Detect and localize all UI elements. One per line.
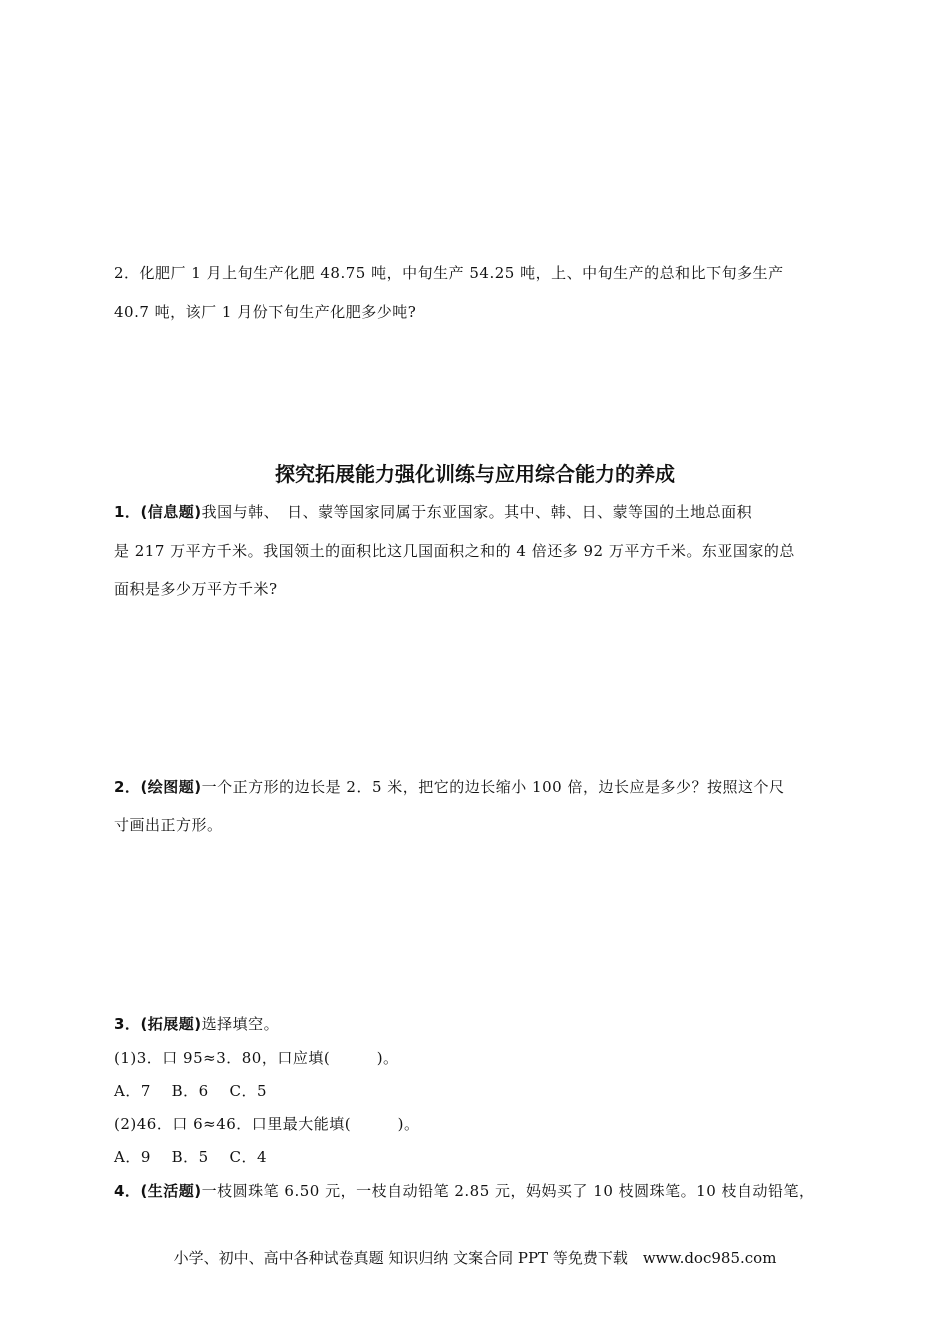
problem-1-text: 我国与韩、 日、蒙等国家同属于东亚国家。其中、韩、日、蒙等国的土地总面积 <box>201 503 753 521</box>
problem-2-line2: 寸画出正方形。 <box>114 816 223 834</box>
problem-1-line1 <box>114 501 752 522</box>
q2-prev-line1: 2．化肥厂 1 月上旬生产化肥 48.75 吨，中旬生产 54.25 吨，上、中旬生产的总和比下旬多生产 <box>114 264 784 282</box>
problem-3-options2: A．9 B．5 C．4 <box>114 1148 267 1166</box>
problem-4-line1 <box>114 1180 815 1201</box>
problem-3-tag: (拓展题) <box>140 1015 202 1033</box>
problem-2-number: 2． <box>114 778 141 796</box>
problem-2-tag: (绘图题) <box>140 778 202 796</box>
problem-2-line1 <box>114 776 784 797</box>
problem-3-line1 <box>114 1013 279 1034</box>
footer: 小学、初中、高中各种试卷真题 知识归纳 文案合同 PPT 等免费下载 www.doc985.com <box>173 1249 777 1267</box>
q2-prev-line2: 40.7 吨，该厂 1 月份下旬生产化肥多少吨? <box>114 303 417 321</box>
section-title: 探究拓展能力强化训练与应用综合能力的养成 <box>275 462 675 486</box>
problem-1-number: 1． <box>114 503 141 521</box>
problem-3-sub2: (2)46．口 6≈46．口里最大能填( )。 <box>114 1115 420 1133</box>
problem-4-text: 一枝圆珠笔 6.50 元，一枝自动铅笔 2.85 元，妈妈买了 10 枝圆珠笔。10 枝自动铅笔， <box>201 1182 815 1200</box>
problem-4-tag: (生活题) <box>140 1182 202 1200</box>
problem-1-line3: 面积是多少万平方千米? <box>114 580 278 598</box>
problem-3-options1: A．7 B．6 C．5 <box>114 1082 267 1100</box>
problem-4-number: 4． <box>114 1182 141 1200</box>
problem-3-sub1: (1)3．口 95≈3．80，口应填( )。 <box>114 1049 399 1067</box>
problem-1-line2: 是 217 万平方千米。我国领土的面积比这几国面积之和的 4 倍还多 92 万平方千米。东亚国家的总 <box>114 542 795 560</box>
problem-2-text: 一个正方形的边长是 2．5 米，把它的边长缩小 100 倍，边长应是多少？按照这个尺 <box>201 778 785 796</box>
problem-3-text: 选择填空。 <box>201 1015 280 1033</box>
problem-3-number: 3． <box>114 1015 141 1033</box>
problem-1-tag: (信息题) <box>140 503 202 521</box>
